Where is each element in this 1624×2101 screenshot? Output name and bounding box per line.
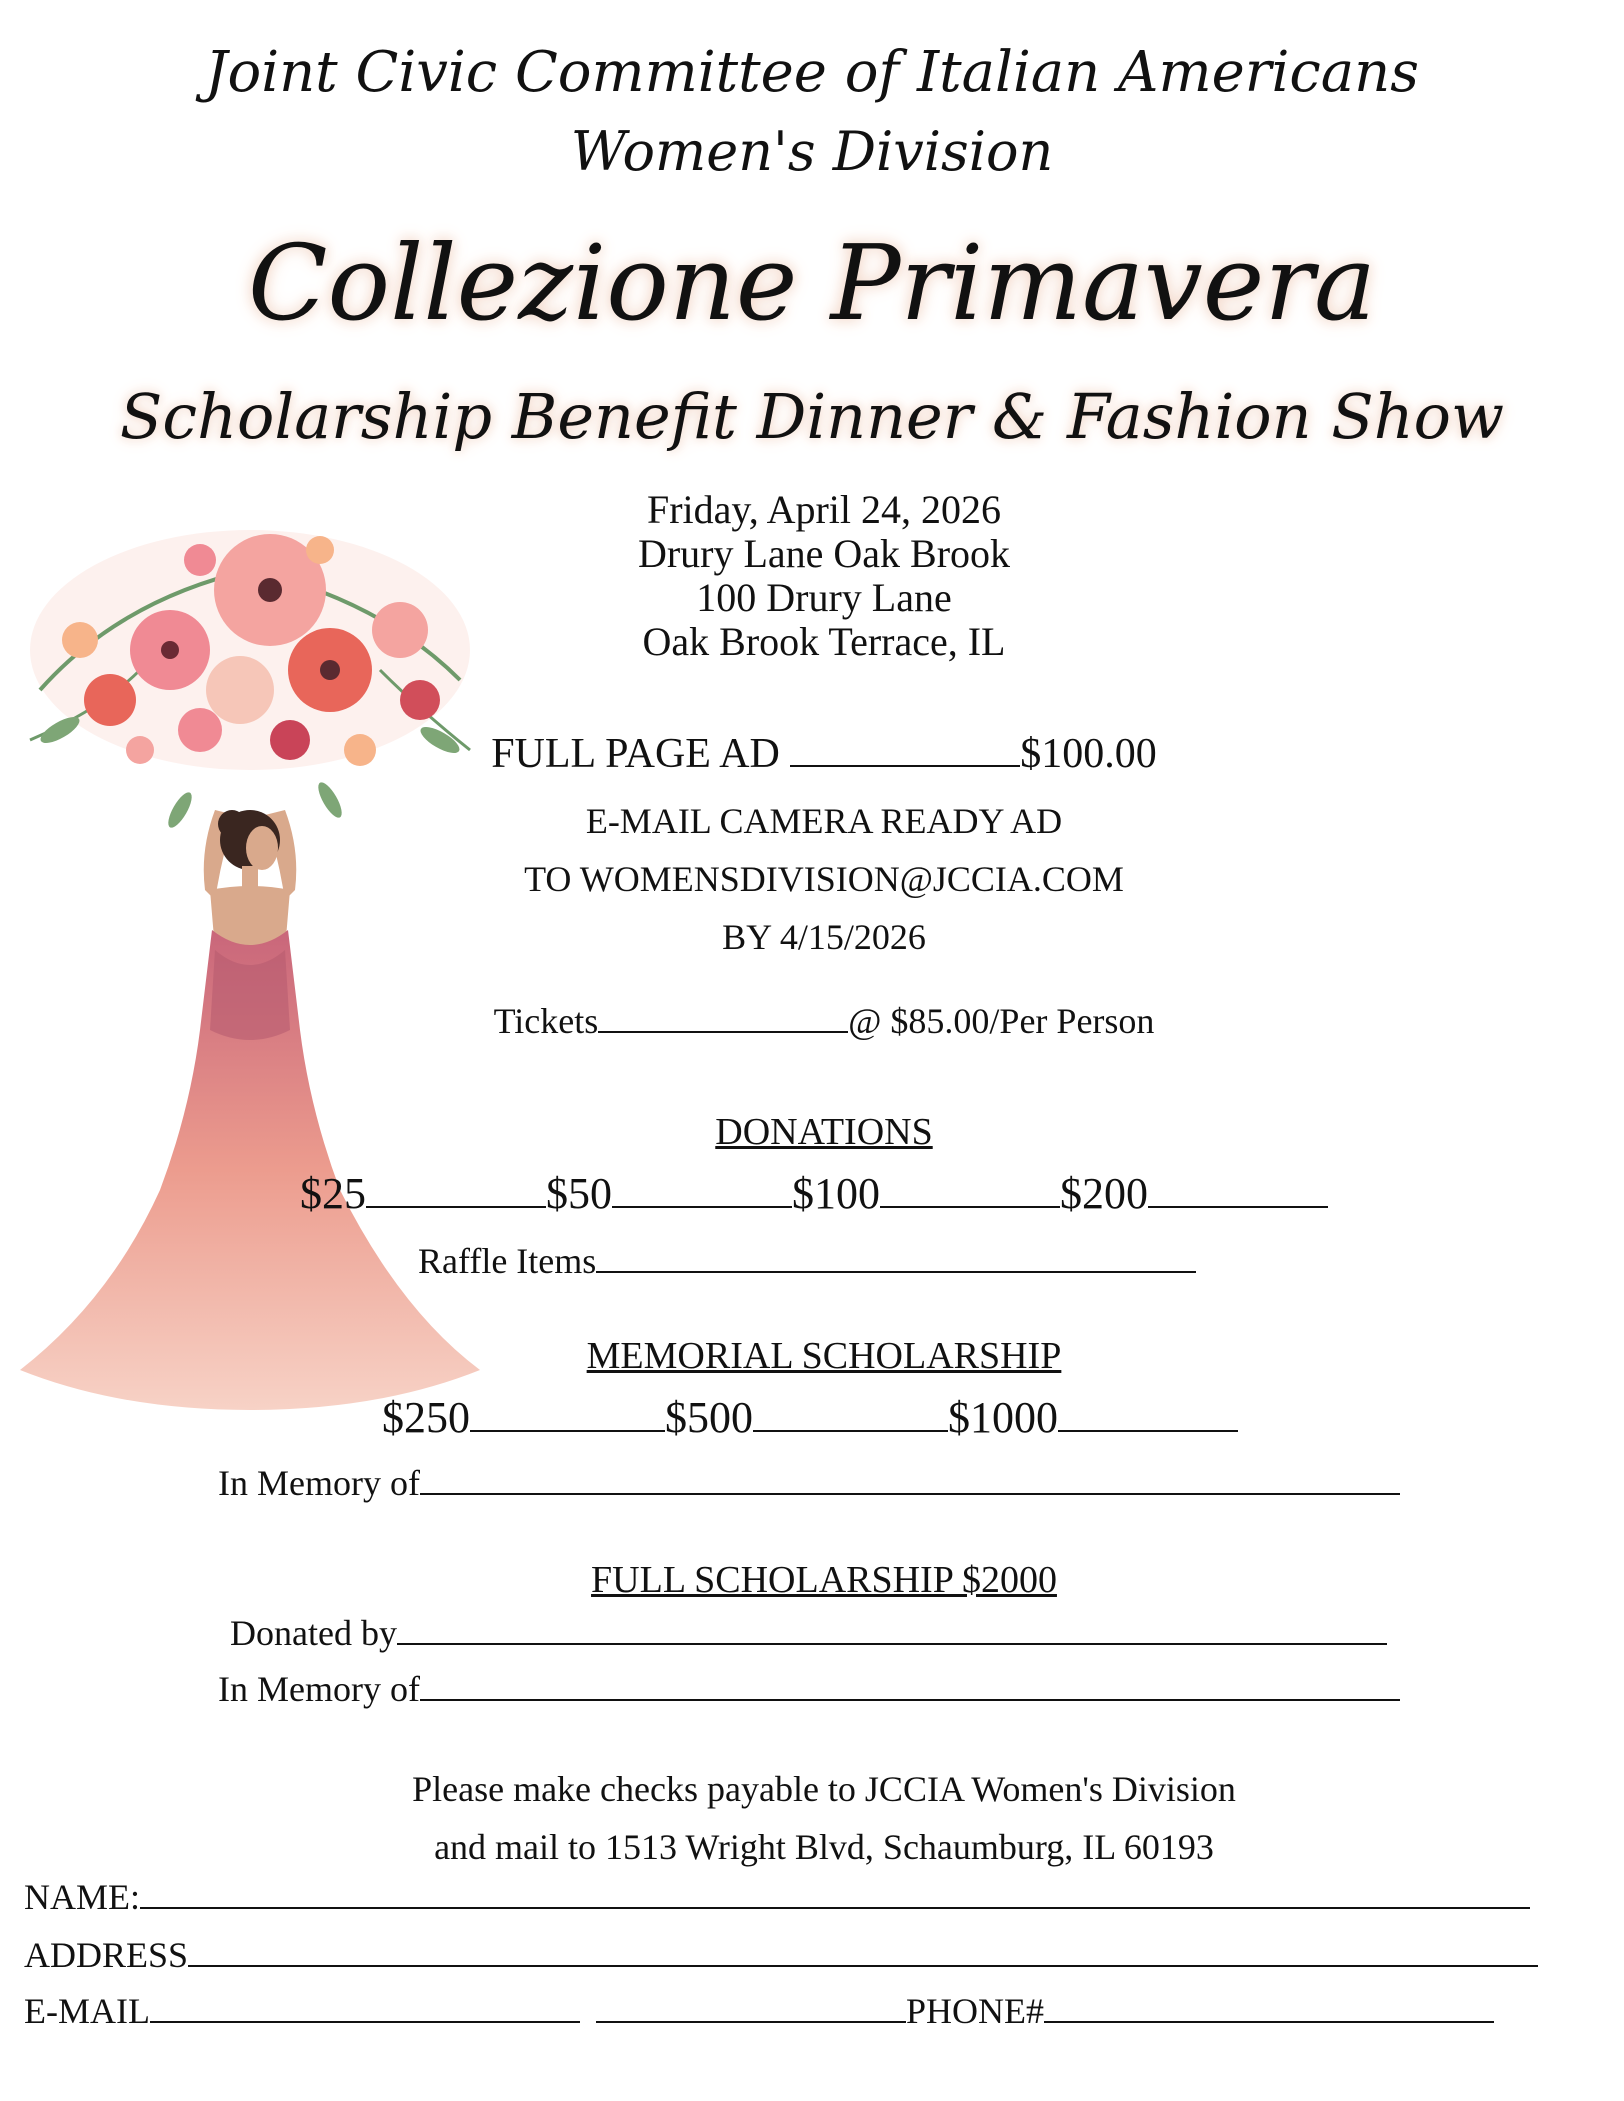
memorial-500: $500 xyxy=(665,1393,753,1442)
event-subtitle: Scholarship Benefit Dinner & Fashion Show xyxy=(119,380,1505,453)
memorial-in-memory-label: In Memory of xyxy=(218,1463,420,1503)
donation-50: $50 xyxy=(546,1169,612,1218)
full-in-memory-line xyxy=(218,1668,1518,1710)
ad-label: FULL PAGE AD xyxy=(491,731,780,777)
tickets-price: @ $85.00/Per Person xyxy=(848,1001,1155,1041)
full-in-memory-blank[interactable] xyxy=(420,1697,1400,1701)
memorial-heading-row xyxy=(0,1334,1624,1378)
memorial-in-memory-blank[interactable] xyxy=(420,1491,1400,1495)
name-input-line[interactable] xyxy=(140,1905,1530,1909)
donated-by-line xyxy=(230,1612,1530,1654)
payment-instructions xyxy=(0,1760,1624,1876)
memorial-250: $250 xyxy=(382,1393,470,1442)
event-venue: Drury Lane Oak Brook xyxy=(637,531,1011,576)
memorial-heading: MEMORIAL SCHOLARSHIP xyxy=(586,1335,1062,1377)
ad-instruction-2: TO WOMENSDIVISION@JCCIA.COM xyxy=(524,859,1124,899)
donation-200: $200 xyxy=(1060,1169,1148,1218)
email-label: E-MAIL xyxy=(24,1991,150,2031)
donation-200-blank[interactable] xyxy=(1148,1204,1328,1208)
donation-25: $25 xyxy=(300,1169,366,1218)
donated-by-label: Donated by xyxy=(230,1613,397,1653)
email-input-line[interactable] xyxy=(150,2019,580,2023)
memorial-250-blank[interactable] xyxy=(470,1428,665,1432)
raffle-blank[interactable] xyxy=(596,1269,1196,1273)
full-scholarship-heading: FULL SCHOLARSHIP $2000 xyxy=(591,1559,1057,1601)
memorial-in-memory-line xyxy=(218,1462,1518,1504)
ad-instruction-3: BY 4/15/2026 xyxy=(722,917,926,957)
donation-50-blank[interactable] xyxy=(612,1204,792,1208)
donations-amounts xyxy=(300,1168,1350,1219)
name-label: NAME: xyxy=(24,1877,140,1917)
ad-instruction-1: E-MAIL CAMERA READY AD xyxy=(585,801,1063,841)
memorial-1000: $1000 xyxy=(948,1393,1058,1442)
memorial-amounts xyxy=(382,1392,1382,1443)
raffle-label: Raffle Items xyxy=(418,1241,597,1281)
division-name: Women's Division xyxy=(570,120,1054,183)
tickets-line xyxy=(0,1000,1624,1042)
donation-100: $100 xyxy=(792,1169,880,1218)
address-field xyxy=(24,1934,1538,1976)
event-date: Friday, April 24, 2026 xyxy=(646,487,1002,532)
ad-price: $100.00 xyxy=(1020,731,1157,777)
name-field xyxy=(24,1876,1530,1918)
memorial-1000-blank[interactable] xyxy=(1058,1428,1238,1432)
memorial-500-blank[interactable] xyxy=(753,1428,948,1432)
phone-label: PHONE# xyxy=(905,1991,1044,2031)
address-label: ADDRESS xyxy=(24,1935,189,1975)
ad-price-line xyxy=(0,730,1624,778)
ad-quantity-blank[interactable] xyxy=(790,763,1020,767)
payment-line-1: Please make checks payable to JCCIA Women's Division xyxy=(412,1769,1236,1809)
payment-line-2: and mail to 1513 Wright Blvd, Schaumburg, IL 60193 xyxy=(434,1827,1214,1867)
donation-25-blank[interactable] xyxy=(366,1204,546,1208)
address-input-line[interactable] xyxy=(188,1963,1538,1967)
email-input-line-2[interactable] xyxy=(596,2019,906,2023)
event-info xyxy=(0,488,1624,664)
tickets-label: Tickets xyxy=(493,1001,599,1041)
donations-heading: DONATIONS xyxy=(715,1111,933,1153)
org-name: Joint Civic Committee of Italian Americans xyxy=(205,40,1419,105)
event-city: Oak Brook Terrace, IL xyxy=(642,619,1006,664)
raffle-line xyxy=(418,1240,1318,1282)
email-phone-field xyxy=(24,1990,1494,2032)
ad-section xyxy=(0,730,1624,966)
donated-by-blank[interactable] xyxy=(397,1641,1387,1645)
event-title: Collezione Primavera xyxy=(247,222,1377,344)
full-scholarship-heading-row xyxy=(0,1558,1624,1602)
donation-100-blank[interactable] xyxy=(880,1204,1060,1208)
tickets-quantity-blank[interactable] xyxy=(598,1029,848,1033)
donations-heading-row xyxy=(0,1110,1624,1154)
phone-input-line[interactable] xyxy=(1044,2019,1494,2023)
full-in-memory-label: In Memory of xyxy=(218,1669,420,1709)
event-street: 100 Drury Lane xyxy=(696,575,952,620)
